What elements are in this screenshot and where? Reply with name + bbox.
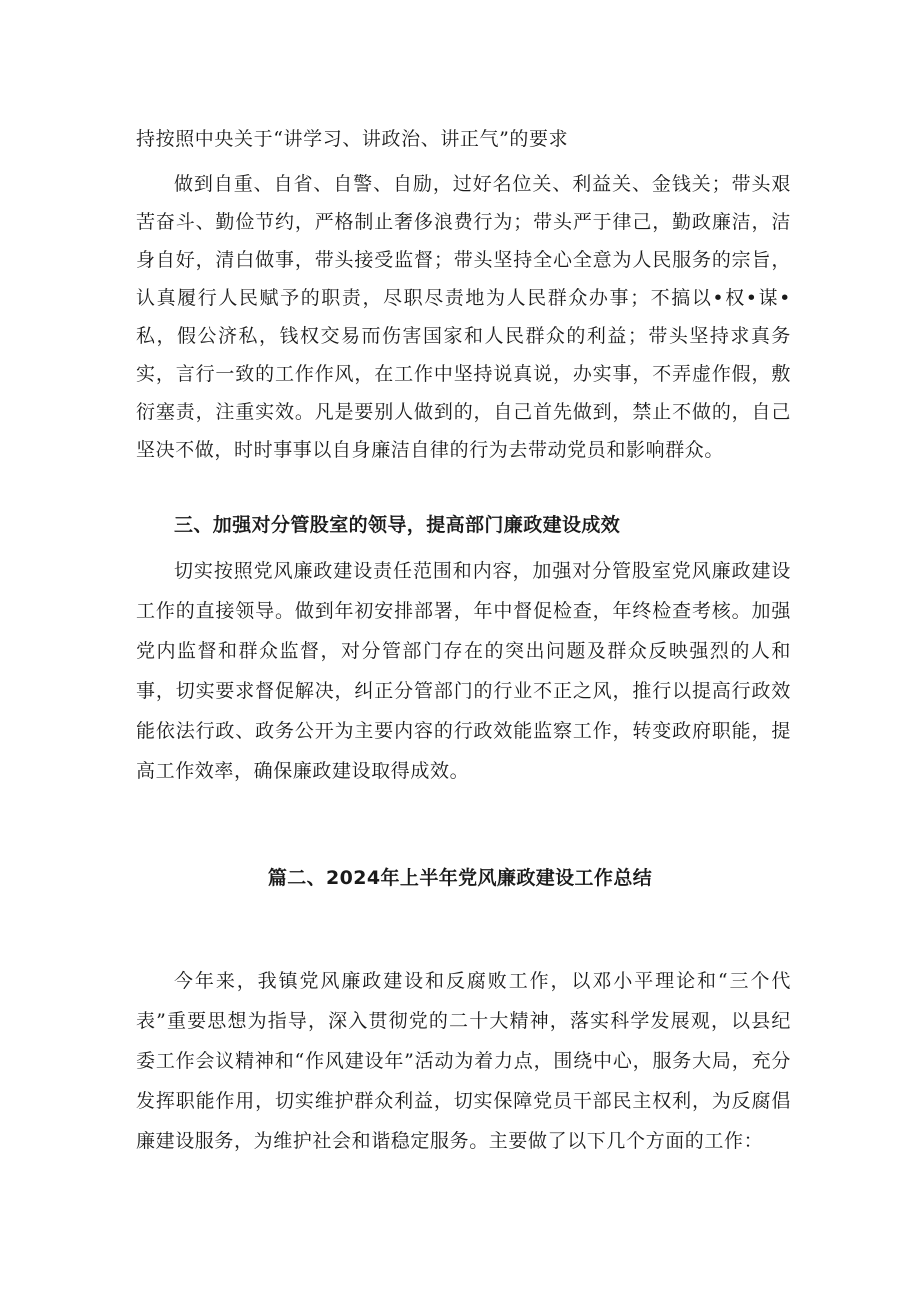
lead-line-block	[136, 124, 791, 154]
article-title: 篇二、2024年上半年党风廉政建设工作总结	[267, 867, 653, 889]
lead-line: 持按照中央关于“讲学习、讲政治、讲正气”的要求	[136, 128, 569, 150]
paragraph-block-1	[136, 165, 791, 469]
paragraph-block-3	[136, 961, 791, 1161]
section-heading-3: 三、加强对分管股室的领导，提高部门廉政建设成效	[174, 514, 621, 536]
paragraph-2: 切实按照党风廉政建设责任范围和内容，加强对分管股室党风廉政建设工作的直接领导。做到年初安排部署，年中督促检查，年终检查考核。加强党内监督和群众监督，对分管部门存在的突出问题及群众反映强烈的人和事，切实要求督促解决，纠正分管部门的行业不正之风，推行以提高行政效能依法行政、政务公开为主要内容的行政效能监察工作，转变政府职能，提高工作效率，确保廉政建设取得成效。	[136, 560, 791, 782]
paragraph-1: 做到自重、自省、自警、自励，过好名位关、利益关、金钱关；带头艰苦奋斗、勤俭节约，严格制止奢侈浪费行为；带头严于律己，勤政廉洁，洁身自好，清白做事，带头接受监督；带头坚持全心全意为人民服务的宗旨，认真履行人民赋予的职责，尽职尽责地为人民群众办事；不搞以•权•谋•私，假公济私，钱权交易而伤害国家和人民群众的利益；带头坚持求真务实，言行一致的工作作风，在工作中坚持说真说，办实事，不弄虚作假，敷衍塞责，注重实效。凡是要别人做到的，自己首先做到，禁止不做的，自己坚决不做，时时事事以自身廉洁自律的行为去带动党员和影响群众。	[136, 173, 791, 461]
paragraph-3: 今年来，我镇党风廉政建设和反腐败工作，以邓小平理论和“三个代表”重要思想为指导，深入贯彻党的二十大精神，落实科学发展观，以县纪委工作会议精神和“作风建设年”活动为着力点，围绕中心，服务大局，充分发挥职能作用，切实维护群众利益，切实保障党员干部民主权利，为反腐倡廉建设服务，为维护社会和谐稳定服务。主要做了以下几个方面的工作：	[136, 970, 791, 1152]
paragraph-block-2	[136, 551, 791, 791]
